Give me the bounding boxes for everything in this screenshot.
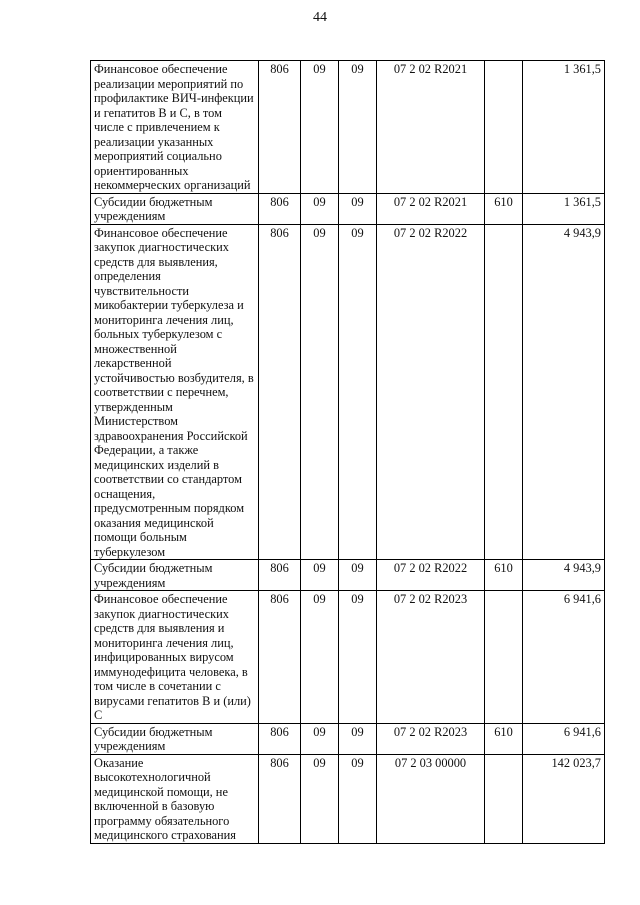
table-row <box>91 591 605 724</box>
amount-cell: 4 943,9 <box>523 224 605 560</box>
table-row <box>91 61 605 194</box>
amount-cell: 4 943,9 <box>523 560 605 591</box>
section-code-cell: 09 <box>301 560 339 591</box>
row-name-cell: Финансовое обеспечение закупок диагностических средств для выявления, определения чувствительности микобактерии туберкулеза и мониторинга лечения лиц, больных туберкулезом с множественной лекарственной устойчивостью возбудителя, в соответствии с перечнем, утвержденным Министерством здравоохранения Российской Федерации, а также медицинских изделий в соответствии со стандартом оснащения, предусмотренным порядком оказания медицинской помощи больным туберкулезом <box>91 224 259 560</box>
ministry-code-cell: 806 <box>259 224 301 560</box>
expense-type-cell: 610 <box>485 723 523 754</box>
expense-type-cell: 610 <box>485 193 523 224</box>
page-number: 44 <box>313 10 327 25</box>
expense-type-cell: 610 <box>485 560 523 591</box>
amount-cell: 6 941,6 <box>523 591 605 724</box>
section-code-cell: 09 <box>301 224 339 560</box>
subsection-code-cell: 09 <box>339 591 377 724</box>
section-code-cell: 09 <box>301 754 339 843</box>
amount-cell: 142 023,7 <box>523 754 605 843</box>
ministry-code-cell: 806 <box>259 193 301 224</box>
subsection-code-cell: 09 <box>339 224 377 560</box>
expense-type-cell <box>485 754 523 843</box>
budget-table <box>90 60 605 844</box>
amount-cell: 6 941,6 <box>523 723 605 754</box>
target-article-cell: 07 2 02 R2022 <box>377 560 485 591</box>
ministry-code-cell: 806 <box>259 61 301 194</box>
row-name-cell: Финансовое обеспечение закупок диагностических средств для выявления и мониторинга лечения лиц, инфицированных вирусом иммунодефицита человека, в том числе в сочетании с вирусами гепатитов В и (или) С <box>91 591 259 724</box>
section-code-cell: 09 <box>301 723 339 754</box>
table-body <box>91 61 605 844</box>
table-row <box>91 560 605 591</box>
subsection-code-cell: 09 <box>339 61 377 194</box>
target-article-cell: 07 2 02 R2023 <box>377 723 485 754</box>
table-row <box>91 754 605 843</box>
target-article-cell: 07 2 02 R2023 <box>377 591 485 724</box>
table-row <box>91 224 605 560</box>
amount-cell: 1 361,5 <box>523 61 605 194</box>
ministry-code-cell: 806 <box>259 723 301 754</box>
section-code-cell: 09 <box>301 591 339 724</box>
row-name-cell: Оказание высокотехнологичной медицинской помощи, не включенной в базовую программу обязательного медицинского страхования <box>91 754 259 843</box>
table-row <box>91 723 605 754</box>
section-code-cell: 09 <box>301 193 339 224</box>
section-code-cell: 09 <box>301 61 339 194</box>
expense-type-cell <box>485 591 523 724</box>
target-article-cell: 07 2 02 R2022 <box>377 224 485 560</box>
target-article-cell: 07 2 02 R2021 <box>377 193 485 224</box>
row-name-cell: Субсидии бюджетным учреждениям <box>91 193 259 224</box>
expense-type-cell <box>485 224 523 560</box>
row-name-cell: Субсидии бюджетным учреждениям <box>91 560 259 591</box>
amount-cell: 1 361,5 <box>523 193 605 224</box>
table-row <box>91 193 605 224</box>
expense-type-cell <box>485 61 523 194</box>
row-name-cell: Финансовое обеспечение реализации мероприятий по профилактике ВИЧ-инфекции и гепатитов В и С, в том числе с привлечением к реализации указанных мероприятий социально ориентированных некоммерческих организаций <box>91 61 259 194</box>
ministry-code-cell: 806 <box>259 591 301 724</box>
target-article-cell: 07 2 02 R2021 <box>377 61 485 194</box>
subsection-code-cell: 09 <box>339 560 377 591</box>
subsection-code-cell: 09 <box>339 754 377 843</box>
row-name-cell: Субсидии бюджетным учреждениям <box>91 723 259 754</box>
target-article-cell: 07 2 03 00000 <box>377 754 485 843</box>
ministry-code-cell: 806 <box>259 560 301 591</box>
subsection-code-cell: 09 <box>339 193 377 224</box>
ministry-code-cell: 806 <box>259 754 301 843</box>
subsection-code-cell: 09 <box>339 723 377 754</box>
